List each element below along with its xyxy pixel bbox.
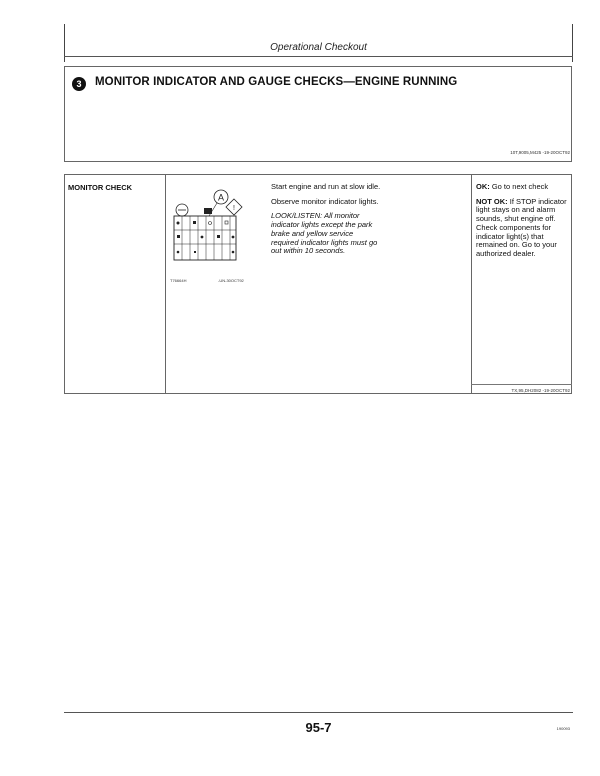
check-label: MONITOR CHECK [68,183,133,192]
procedure-step-1: Start engine and run at slow idle. [271,182,381,191]
column-divider-2 [471,174,472,394]
figure-code-right: -UN-30OCT92 [218,278,244,283]
monitor-panel-figure [168,186,263,276]
section-number-badge: 3 [72,77,86,91]
look-listen-note: LOOK/LISTEN: All monitor indicator lights except the park brake and yellow service required indicator lights must go out within 10 seconds. [271,211,378,256]
result-column [476,183,572,265]
ok-result [476,183,572,192]
section-ref-code: 10T,9005,M425 -19-20OCT92 [510,150,570,155]
header-divider [64,56,573,57]
page-number: 95-7 [305,720,332,735]
figure-callout: A [217,192,225,203]
check-ref-code: TX,95,DH2082 -19-20OCT92 [511,388,570,393]
footer-code: 190093 [556,726,570,731]
notok-result [476,198,572,259]
procedure-step-2: Observe monitor indicator lights. [271,196,379,206]
notok-text: If STOP indicator light stays on and alarm sounds, shut engine off. Check components for indicator light(s) that remained on. Go to your authorized dealer. [476,196,567,258]
page-header-title: Operational Checkout [270,42,367,53]
notok-label: NOT OK: [476,196,508,206]
svg-text:!: ! [233,205,235,212]
section-title: MONITOR INDICATOR AND GAUGE CHECKS—ENGINE RUNNING [95,76,458,88]
ok-text: Go to next check [491,182,549,191]
figure-code-left: T76664H [170,278,187,283]
column-divider-1 [165,174,166,394]
procedure-steps [271,183,381,262]
monitor-panel-illustration [168,186,263,276]
ref-divider [471,384,572,385]
footer-divider [64,712,573,713]
ok-label: OK: [476,182,490,191]
